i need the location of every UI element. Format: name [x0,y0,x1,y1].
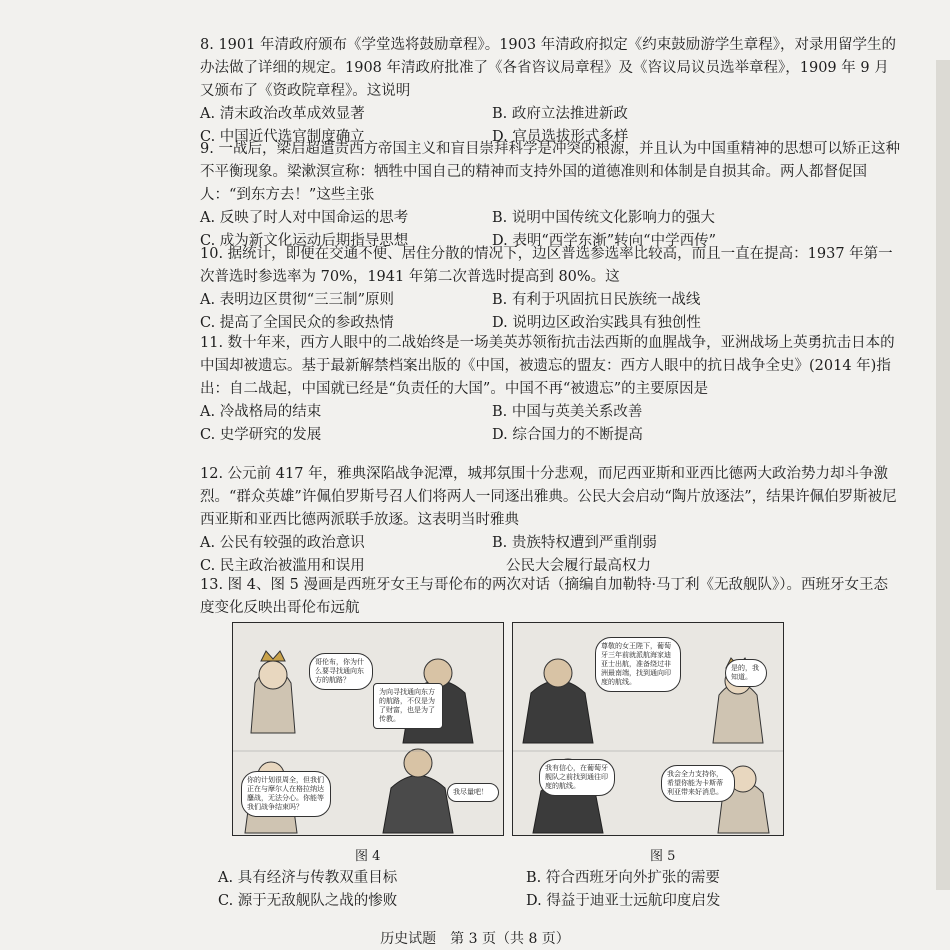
option-d: D. 综合国力的不断提高 [492,427,643,443]
page-footer: 历史试题 第 3 页（共 8 页） [380,931,570,947]
figure-4-comic [232,622,504,836]
question-9 [200,138,900,253]
option-a: A. 反映了时人对中国命运的思考 [200,210,409,226]
speech-bubble: 我有信心，在葡萄牙舰队之前找到通往印度的航线。 [539,759,615,796]
speech-bubble: 尊敬的女王陛下，葡萄牙三年前就派航海家迪亚士出航，准备绕过非洲最南端，找到通向印度的航线。 [595,637,681,692]
option-b: B. 说明中国传统文化影响力的强大 [492,210,715,226]
speech-bubble: 是的，我知道。 [725,659,767,687]
option-c: C. 源于无敌舰队之战的惨败 [218,893,398,909]
question-11-stem: 11. 数十年来，西方人眼中的二战始终是一场美英苏领衔抗击法西斯的血腥战争，亚洲战场上英勇抗击日本的中国却被遗忘。基于最新解禁档案出版的《中国，被遗忘的盟友：西方人眼中的抗日战争全史》(2014 年)指出：自二战起，中国就已经是“负责任的大国”。中国不再“被遗忘”的主要原因是 [200,335,895,397]
option-b: B. 符合西班牙向外扩张的需要 [526,870,720,886]
question-10 [200,243,900,335]
option-c: C. 成为新文化运动后期指导思想 [200,233,409,249]
option-d: D. 说明边区政治实践具有独创性 [492,315,701,331]
figure-5-caption: 图 5 [650,849,676,864]
speech-bubble: 我会全力支持你，希望你能为卡斯蒂利亚带来好消息。 [661,765,735,802]
option-d: D. 表明“西学东渐”转向“中学西传” [492,233,716,249]
option-a: A. 冷战格局的结束 [200,404,322,420]
option-c: C. 中国近代选官制度确立 [200,129,365,145]
page-edge-shadow [936,60,950,890]
question-10-stem: 10. 据统计，即便在交通不便、居住分散的情况下，边区普选参选率比较高，而且一直在提高：1937 年第一次普选时参选率为 70%，1941 年第二次普选时提高到 80%。这 [200,246,893,285]
option-b: B. 政府立法推进新政 [492,106,628,122]
option-d: D. 得益于迪亚士远航印度启发 [526,893,721,909]
option-a: A. 清末政治改革成效显著 [200,106,365,122]
figure-4-caption: 图 4 [355,849,381,864]
option-d: D. 官员选拔形式多样 [492,129,629,145]
question-13 [200,574,900,620]
option-a: A. 具有经济与传教双重目标 [218,870,398,886]
question-12 [200,463,900,578]
option-c: C. 民主政治被滥用和误用 [200,558,365,574]
option-b: B. 有利于巩固抗日民族统一战线 [492,292,701,308]
question-13-stem: 13. 图 4、图 5 漫画是西班牙女王与哥伦布的两次对话（摘编自加勒特·马丁利《无敌舰队》）。西班牙女王态度变化反映出哥伦布远航 [200,577,889,616]
speech-bubble: 哥伦布，你为什么要寻找通向东方的航路？ [309,653,373,690]
speech-bubble: 为向寻找通向东方的航路，不仅是为了财富，也是为了传教。 [373,683,443,729]
question-8-stem: 8. 1901 年清政府颁布《学堂选将鼓励章程》。1903 年清政府拟定《约束鼓励游学生章程》，对录用留学生的办法做了详细的规定。1908 年清政府批准了《各省咨议局章程》及《咨议局议员选举章程》，1909 年 9 月又颁布了《资政院章程》。这说明 [200,37,896,99]
option-a: A. 表明边区贯彻“三三制”原则 [200,292,395,308]
option-a: A. 公民有较强的政治意识 [200,535,365,551]
question-12-stem: 12. 公元前 417 年，雅典深陷战争泥潭，城邦氛围十分悲观，而尼西亚斯和亚西比德两大政治势力却斗争激烈。“群众英雄”许佩伯罗斯号召人们将两人一同逐出雅典。公民大会启动“陶片放逐法”，结果许佩伯罗斯被尼西亚斯和亚西比德两派联手放逐。这表明当时雅典 [200,466,897,528]
question-13-options [218,867,918,913]
option-c: C. 史学研究的发展 [200,427,322,443]
figure-5-comic [512,622,784,836]
option-b: B. 中国与英美关系改善 [492,404,643,420]
option-c: C. 提高了全国民众的参政热情 [200,315,394,331]
option-d: 公民大会履行最高权力 [506,558,651,574]
question-9-stem: 9. 一战后，梁启超遣责西方帝国主义和盲目崇拜科学是冲突的根源，并且认为中国重精神的思想可以矫正这种不平衡现象。梁漱溟宣称：牺牲中国自己的精神而支持外国的道德准则和体制是自损其命。两人都督促国人：“到东方去！”这些主张 [200,141,900,203]
question-8 [200,34,900,149]
option-b: B. 贵族特权遭到严重削弱 [492,535,657,551]
speech-bubble: 你的计划很周全，但我们正在与摩尔人在格拉纳达鏖战，无法分心。你能等我们战争结束吗？ [241,771,331,817]
comic-figures [232,622,784,834]
question-11 [200,332,900,447]
speech-bubble: 我尽量吧！ [447,783,499,802]
